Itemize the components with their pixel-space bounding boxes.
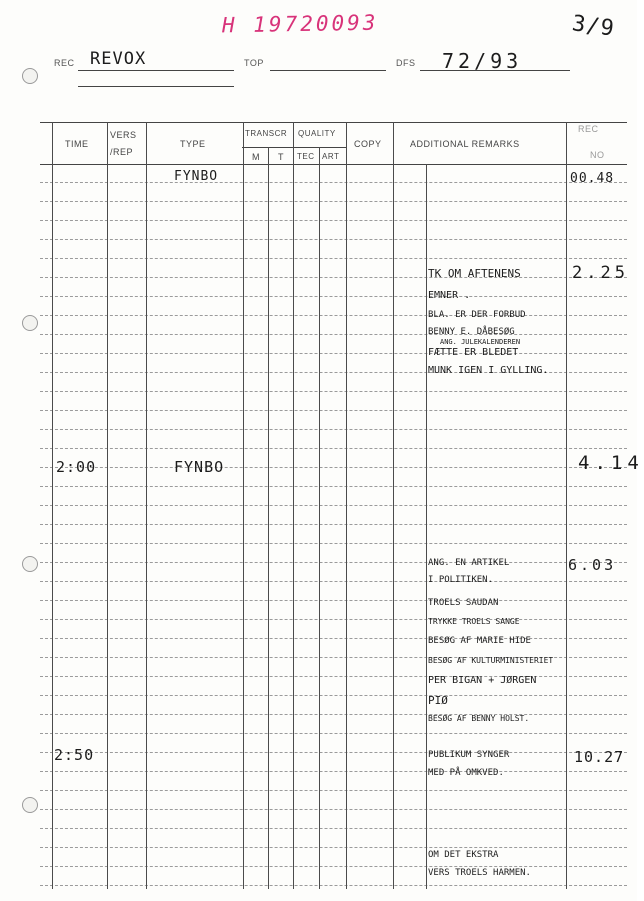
table-top-border — [40, 122, 627, 123]
remark-line: BENNY E. DÅBESØG — [428, 327, 515, 337]
col-divider — [319, 147, 320, 889]
table-row-line — [40, 391, 627, 392]
table-row-line — [40, 334, 627, 335]
col-header-remarks: ADDITIONAL REMARKS — [410, 139, 520, 149]
col-header-art: ART — [322, 152, 340, 161]
col-divider — [268, 147, 269, 889]
table-row-line — [40, 638, 627, 639]
table-row-line — [40, 847, 627, 848]
col-header-tec: TEC — [297, 152, 315, 161]
entry-time: 2:00 — [56, 458, 97, 476]
col-header-quality: QUALITY — [298, 129, 336, 138]
remark-line: ANG. JULEKALENDEREN — [440, 338, 521, 346]
col-header-no: NO — [590, 150, 605, 160]
table-row-line — [40, 828, 627, 829]
remark-line: I POLITIKEN. — [428, 575, 494, 585]
table-row-line — [40, 467, 627, 468]
punch-hole-icon — [22, 797, 38, 813]
rec-label: REC — [54, 58, 75, 68]
punch-hole-icon — [22, 315, 38, 331]
table-row-line — [40, 695, 627, 696]
table-row-line — [40, 220, 627, 221]
table-row-line — [40, 201, 627, 202]
col-header-m: M — [252, 152, 260, 162]
entry-type: FYNBO — [174, 458, 225, 476]
table-row-line — [40, 486, 627, 487]
entry-type: FYNBO — [174, 169, 219, 184]
remark-line: PIØ — [428, 694, 448, 707]
dfs-value: 72/93 — [442, 49, 523, 73]
table-row-line — [40, 714, 627, 715]
entry-rec-no: 2.25 — [572, 263, 629, 283]
dfs-label: DFS — [396, 58, 416, 68]
entry-rec-no: 6.03 — [568, 556, 617, 574]
remark-line: ANG. EN ARTIKEL — [428, 558, 510, 568]
table-row-line — [40, 562, 627, 563]
col-divider — [146, 122, 147, 889]
table-row-line — [40, 258, 627, 259]
table-row-line — [40, 429, 627, 430]
table-row-line — [40, 885, 627, 886]
table-row-line — [40, 600, 627, 601]
remark-line: TROELS SAUDAN — [428, 598, 499, 608]
table-row-line — [40, 866, 627, 867]
col-header-transcr: TRANSCR — [245, 129, 288, 138]
table-row-line — [40, 410, 627, 411]
table-row-line — [40, 543, 627, 544]
header-mid-border — [242, 147, 347, 148]
col-header-rec: REC — [578, 124, 599, 134]
table-row-line — [40, 581, 627, 582]
page-mark: 3/9 — [570, 11, 617, 42]
table-row-line — [40, 448, 627, 449]
entry-rec-no: 00.48 — [570, 171, 615, 186]
entry-rec-no: 10.27 — [574, 748, 625, 766]
table-row-line — [40, 752, 627, 753]
remark-line: PER BIGAN + JØRGEN — [428, 675, 537, 686]
col-header-copy: COPY — [354, 139, 382, 149]
remark-line: EMNER . — [428, 290, 471, 301]
col-divider — [293, 122, 294, 889]
remark-line: VERS TROELS HARMEN. — [428, 868, 531, 878]
table-row-line — [40, 790, 627, 791]
col-header-t: T — [278, 152, 284, 162]
table-row-line — [40, 505, 627, 506]
table-row-line — [40, 182, 627, 183]
table-row-line — [40, 619, 627, 620]
col-divider — [346, 122, 347, 889]
table-row-line — [40, 771, 627, 772]
table-row-line — [40, 809, 627, 810]
table-row-line — [40, 315, 627, 316]
top-label: TOP — [244, 58, 264, 68]
table-row-line — [40, 239, 627, 240]
rec-underline-2 — [78, 86, 234, 87]
col-divider — [243, 122, 244, 889]
remark-line: BESØG AF MARIE HIDE — [428, 636, 531, 646]
remark-line: BESØG AF BENNY HOLST. — [428, 714, 530, 723]
punch-hole-icon — [22, 68, 38, 84]
remark-line: BLA. ER DER FORBUD — [428, 310, 526, 320]
col-divider — [52, 122, 53, 889]
remark-line: FÆTTE ER BLEDET — [428, 347, 519, 358]
col-divider — [107, 122, 108, 889]
col-header-type: TYPE — [180, 139, 206, 149]
col-divider — [426, 164, 427, 889]
table-header-border — [40, 164, 627, 165]
punch-hole-icon — [22, 556, 38, 572]
table-row-line — [40, 524, 627, 525]
entry-rec-no: 4.14 — [578, 452, 644, 474]
document-id-stamp: H 19720093 — [221, 10, 379, 38]
remark-line: TRYKKE TROELS SANGE — [428, 617, 520, 626]
table-row-line — [40, 733, 627, 734]
rec-value: REVOX — [90, 49, 147, 69]
top-underline — [270, 70, 386, 71]
dfs-underline — [420, 70, 570, 71]
entry-time: 2:50 — [54, 746, 95, 764]
table-row-line — [40, 296, 627, 297]
remark-line: OM DET EKSTRA — [428, 850, 499, 860]
col-header-vers: VERS — [110, 130, 137, 140]
table-row-line — [40, 277, 627, 278]
table-row-line — [40, 676, 627, 677]
remark-line: MED PÅ OMKVED. — [428, 768, 504, 778]
remark-line: BESØG AF KULTURMINISTERIET — [428, 656, 554, 665]
remark-line: TK OM AFTENENS — [428, 267, 521, 280]
col-divider — [566, 122, 567, 889]
remark-line: PUBLIKUM SYNGER — [428, 750, 510, 760]
col-divider — [393, 122, 394, 889]
rec-underline — [78, 70, 234, 71]
remark-line: MUNK IGEN I GYLLING. — [428, 365, 549, 376]
col-header-rep: /REP — [110, 147, 134, 157]
table-row-line — [40, 353, 627, 354]
col-header-time: TIME — [65, 139, 89, 149]
